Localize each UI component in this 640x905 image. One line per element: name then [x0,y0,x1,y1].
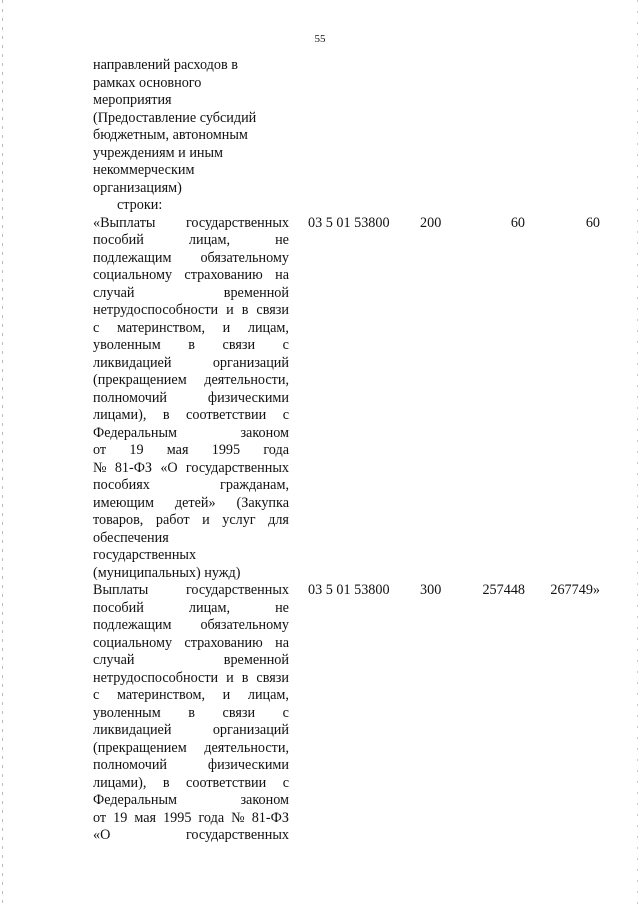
text-word: нетрудоспособности [93,669,219,686]
text-word: связи [222,704,256,721]
text-line [93,232,289,250]
text-line [93,810,289,828]
text-word: социальному [93,634,173,651]
text-word: и [226,302,234,318]
text-line [93,407,289,425]
text-line [93,792,289,810]
text-word: имеющим [93,494,154,511]
text-word: организаций [212,354,289,371]
row-1-code: 03 5 01 53800 [308,215,390,231]
text-line [93,477,289,495]
text-word: обеспечения [93,529,169,546]
text-word: пособий [93,232,144,248]
row-2-sum-year-1: 257448 [482,582,525,598]
text-word: и [226,669,234,686]
text-word: 81-ФЗ [114,459,153,476]
text-word: связи [256,302,289,318]
text-word: государственных [185,214,289,231]
text-word: с [282,704,289,721]
text-word: 1995 [211,442,241,458]
text-word: на [275,267,289,283]
text-word: страхованию [184,634,263,651]
page-number: 55 [314,33,326,45]
text-word: (прекращением [93,372,187,388]
text-word: 1995 [163,809,192,826]
text-word: товаров, [93,512,144,528]
row-2-sum-year-2: 267749» [550,582,600,598]
description-text [93,57,289,845]
text-line [93,355,289,373]
text-word: законом [240,424,289,441]
text-word: лицам, [247,319,289,336]
text-word: не [275,599,289,616]
text-line [93,57,289,75]
text-word: страхованию [184,267,263,283]
text-word: обязательному [200,617,289,633]
text-line [93,722,289,740]
text-word: подлежащим [93,617,172,633]
text-line [93,635,289,653]
text-line [93,652,289,670]
text-word: уволенным [93,337,161,353]
text-word: законом [240,792,289,808]
text-line [93,495,289,513]
text-word: лицам, [188,232,231,248]
text-word: лицами), [93,774,147,791]
text-line [93,705,289,723]
text-word: от [93,809,107,826]
text-word: «О [93,827,111,843]
scan-edge-right [637,0,638,905]
text-line [93,757,289,775]
text-word: и [222,687,231,703]
text-line [93,687,289,705]
text-word: в [188,704,195,721]
text-word: детей» [174,494,216,511]
text-line [93,215,289,233]
text-word: строки: [117,197,163,213]
text-word: работ [155,512,190,528]
text-word: полномочий [93,389,168,406]
text-word: услуг [222,512,256,528]
text-word: пособиях [93,477,150,493]
text-word: обязательному [200,249,289,266]
text-word: временной [223,284,289,301]
text-word: для [268,512,289,528]
row-1-expense-type: 200 [420,215,442,231]
text-word: пособий [93,599,144,616]
text-word: деятельности, [204,739,289,756]
text-word: гражданам, [220,477,289,493]
text-line [93,827,289,845]
text-word: мая [166,442,189,458]
text-word: и [202,512,210,528]
text-line [93,670,289,688]
text-word: некоммерческим [93,162,195,178]
text-line [93,337,289,355]
text-word: (Закупка [236,494,289,511]
text-line [93,92,289,110]
text-line [93,372,289,390]
text-word: лицами), [93,407,147,423]
text-word: организаций [212,722,289,738]
text-line [93,390,289,408]
text-word: Федеральным [93,792,178,808]
text-word: «Выплаты [93,214,156,231]
text-line [93,197,289,215]
text-word: бюджетным, автономным [93,127,248,143]
text-word: физическими [207,389,289,406]
text-line [93,600,289,618]
text-word: с [282,337,289,353]
text-word: № [231,809,245,826]
text-word: государственных [185,827,289,843]
text-word: и [222,319,231,336]
text-word: Выплаты [93,582,149,598]
text-word: ликвидацией [93,722,172,738]
text-word: 19 [113,809,128,826]
text-word: с [282,774,289,791]
text-line [93,442,289,460]
text-word: года [198,809,225,826]
text-word: государственных [93,547,197,563]
text-line [93,565,289,583]
text-word: связи [222,337,256,353]
text-word: временной [223,652,289,668]
text-word: материнством, [116,319,205,336]
scan-edge-left [2,0,3,905]
text-line [93,127,289,145]
text-word: в [162,407,170,423]
text-word: от [93,442,107,458]
text-line [93,75,289,93]
text-word: государственных [185,459,289,476]
text-word: нетрудоспособности [93,302,219,318]
text-word: рамках основного [93,74,202,91]
text-line [93,775,289,793]
text-word: в [241,302,249,318]
text-line [93,617,289,635]
text-word: соответствии [186,774,267,791]
text-word: года [263,442,289,458]
text-line [93,302,289,320]
text-word: 81-ФЗ [251,809,289,826]
text-word: случай [93,652,135,668]
text-line [93,740,289,758]
text-word: соответствии [186,407,267,423]
text-word: «О [160,459,178,476]
text-line [93,582,289,600]
text-word: Федеральным [93,424,178,441]
text-word: материнством, [116,687,205,703]
text-word: (прекращением [93,739,187,756]
text-line [93,460,289,478]
text-word: подлежащим [93,249,172,266]
text-word: лицам, [247,687,289,703]
text-word: мая [134,809,157,826]
text-line [93,530,289,548]
text-word: лицам, [188,599,231,616]
row-2-expense-type: 300 [420,582,442,598]
text-word: в [241,669,249,686]
text-word: с [282,407,289,423]
text-word: № [93,459,107,476]
text-word: направлений расходов в [93,57,238,73]
row-1-sum-year-1: 60 [510,215,525,231]
text-word: с [93,687,100,703]
text-line [93,267,289,285]
text-line [93,180,289,198]
text-word: учреждениям и иным [93,144,224,161]
text-line [93,250,289,268]
row-1-sum-year-2: 60 [585,215,600,231]
text-word: мероприятия [93,92,172,108]
text-word: ликвидацией [93,354,172,371]
text-word: в [162,774,170,791]
text-word: государственных [185,582,289,598]
text-line [93,512,289,530]
text-word: на [275,634,289,651]
text-word: социальному [93,267,173,283]
text-word: деятельности, [204,372,289,388]
text-word: (Предоставление субсидий [93,109,257,126]
text-word: организациям) [93,179,182,196]
text-line [93,285,289,303]
text-line [93,320,289,338]
text-word: (муниципальных) нужд) [93,564,241,581]
text-word: 19 [129,442,144,458]
text-word: с [93,319,100,336]
text-word: связи [256,669,289,686]
text-word: случай [93,284,135,301]
row-2-code: 03 5 01 53800 [308,582,390,598]
text-line [93,547,289,565]
text-line [93,162,289,180]
text-line [93,425,289,443]
text-line [93,145,289,163]
text-line [93,110,289,128]
text-word: в [188,337,195,353]
text-word: физическими [207,757,289,773]
text-word: не [275,232,289,248]
text-word: уволенным [93,704,161,721]
text-word: полномочий [93,757,168,773]
